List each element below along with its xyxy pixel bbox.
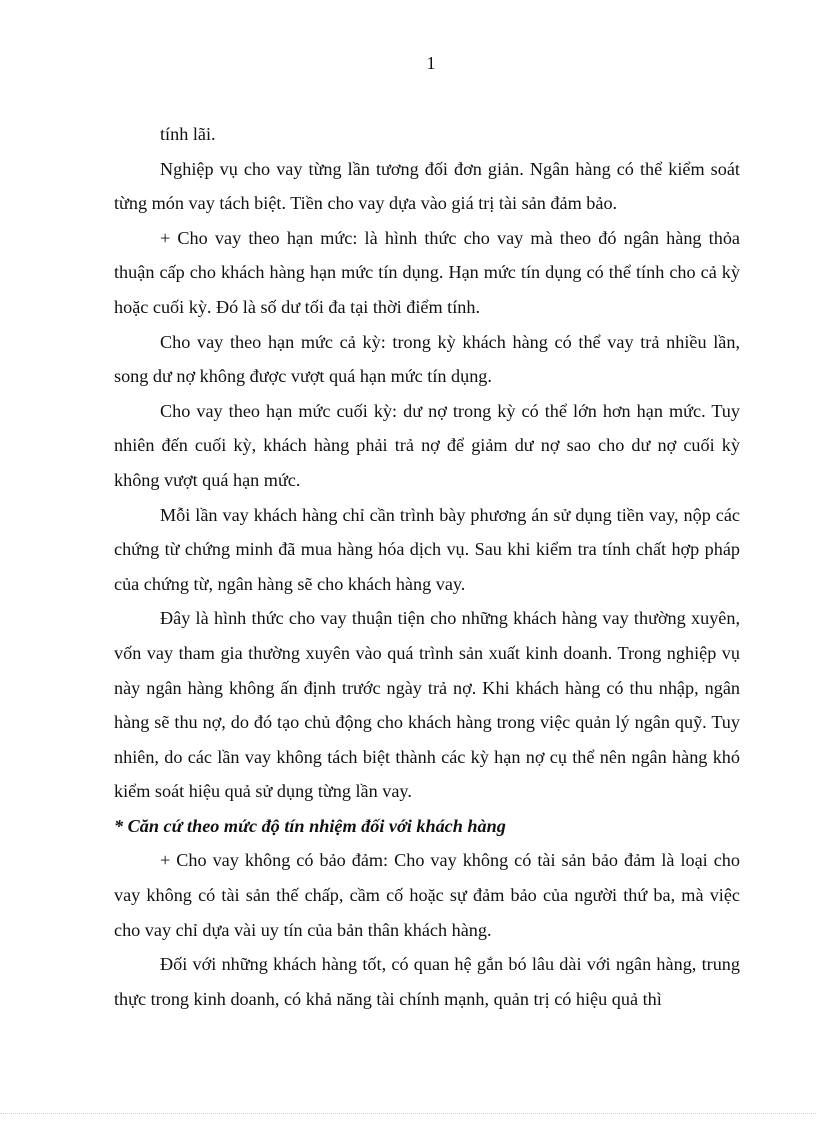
paragraph: Đối với những khách hàng tốt, có quan hệ gắn bó lâu dài với ngân hàng, trung thực trong kinh doanh, có khả năng tài chính mạnh, quản trị có hiệu quả thì (114, 954, 740, 1009)
document-body (114, 117, 740, 1016)
paragraph: Cho vay theo hạn mức cuối kỳ: dư nợ trong kỳ có thể lớn hơn hạn mức. Tuy nhiên đến cuối kỳ, khách hàng phải trả nợ để giảm dư nợ sao cho dư nợ cuối kỳ không vượt quá hạn mức. (114, 400, 740, 490)
paragraph: Đây là hình thức cho vay thuận tiện cho những khách hàng vay thường xuyên, vốn vay tham gia thường xuyên vào quá trình sản xuất kinh doanh. Trong nghiệp vụ này ngân hàng không ấn định trước ngày trả nợ. Khi khách hàng có thu nhập, ngân hàng sẽ thu nợ, do đó tạo chủ động cho khách hàng trong việc quản lý ngân quỹ. Tuy nhiên, do các lần vay không tách biệt thành các kỳ hạn nợ cụ thể nên ngân hàng khó kiểm soát hiệu quả sử dụng từng lần vay. (114, 608, 740, 802)
paragraph: Mỗi lần vay khách hàng chỉ cần trình bày phương án sử dụng tiền vay, nộp các chứng từ chứng minh đã mua hàng hóa dịch vụ. Sau khi kiểm tra tính chất hợp pháp của chứng từ, ngân hàng sẽ cho khách hàng vay. (114, 504, 740, 594)
paragraph: + Cho vay theo hạn mức: là hình thức cho vay mà theo đó ngân hàng thỏa thuận cấp cho khách hàng hạn mức tín dụng. Hạn mức tín dụng có thể tính cho cả kỳ hoặc cuối kỳ. Đó là số dư tối đa tại thời điểm tính. (114, 227, 740, 317)
section-heading: * Căn cứ theo mức độ tín nhiệm đối với khách hàng (114, 815, 506, 836)
paragraph: Nghiệp vụ cho vay từng lần tương đối đơn giản. Ngân hàng có thể kiểm soát từng món vay tách biệt. Tiền cho vay dựa vào giá trị tài sản đảm bảo. (114, 158, 740, 214)
paragraph: + Cho vay không có bảo đảm: Cho vay không có tài sản bảo đảm là loại cho vay không có tài sản thế chấp, cầm cố hoặc sự đảm bảo của người thứ ba, mà việc cho vay chỉ dựa vài uy tín của bản thân khách hàng. (114, 850, 740, 940)
paragraph: Cho vay theo hạn mức cả kỳ: trong kỳ khách hàng có thể vay trả nhiều lần, song dư nợ không được vượt quá hạn mức tín dụng. (114, 331, 740, 387)
paragraph: tính lãi. (160, 124, 216, 144)
page-number: 1 (426, 53, 436, 73)
page-bottom-divider (0, 1113, 816, 1114)
